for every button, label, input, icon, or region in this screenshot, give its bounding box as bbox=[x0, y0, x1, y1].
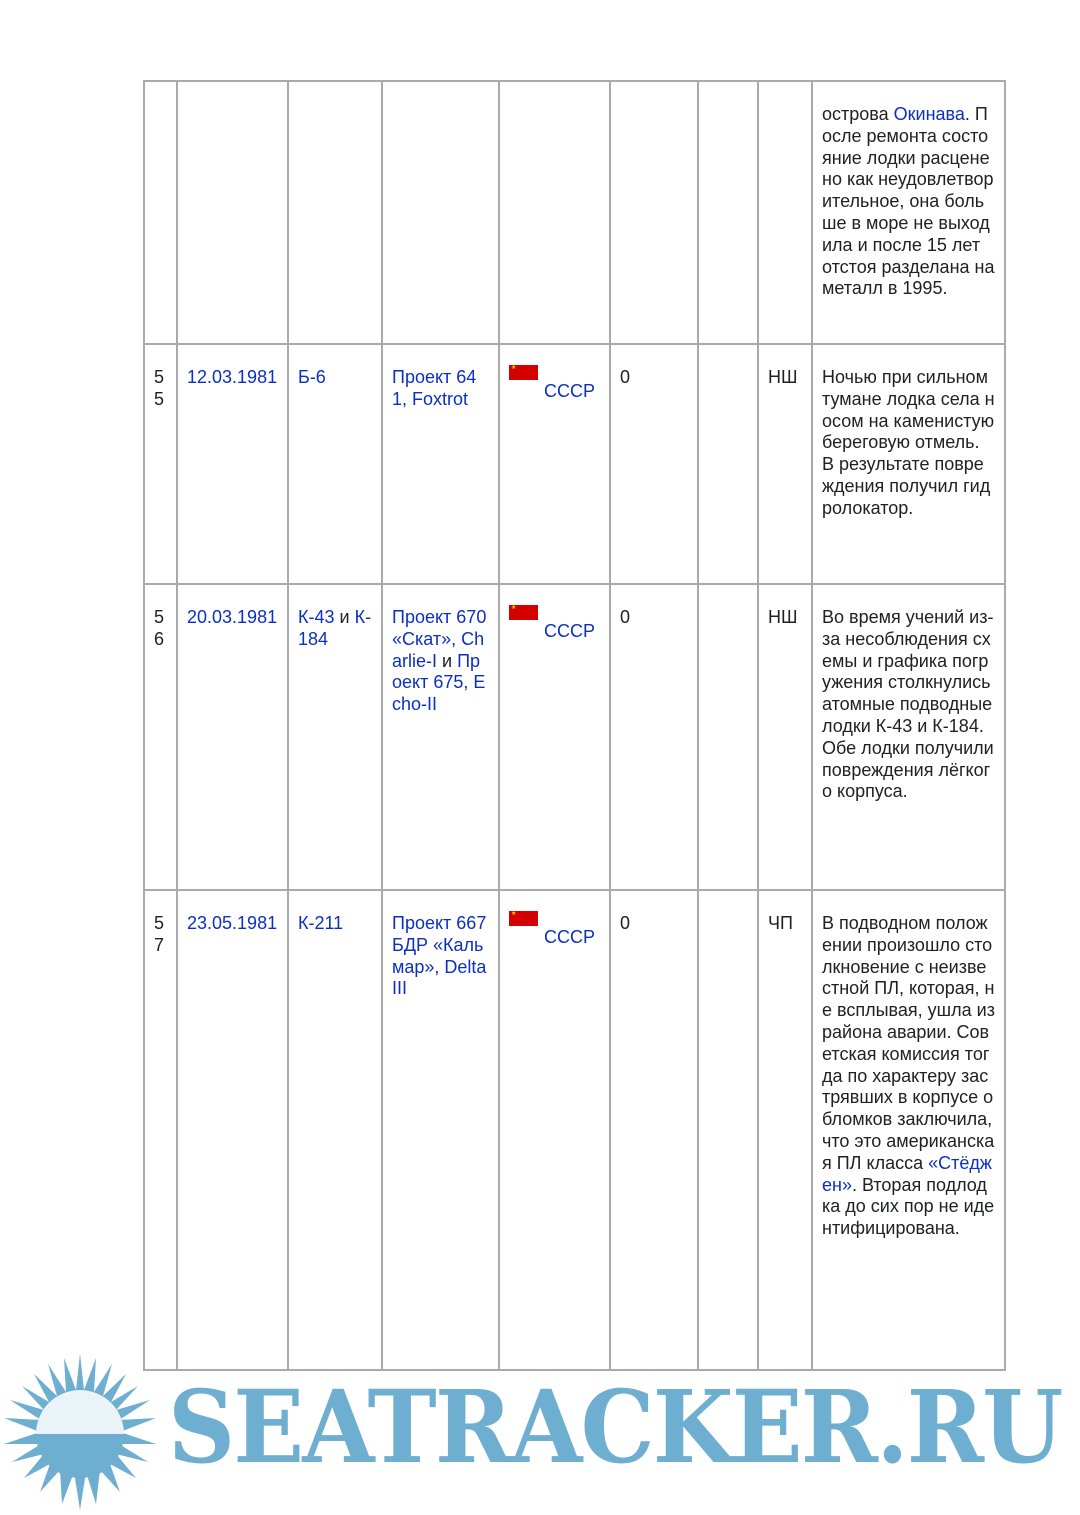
row-number: 55 bbox=[144, 344, 177, 584]
date-link[interactable]: 23.05.1981 bbox=[187, 913, 278, 933]
table-row bbox=[144, 81, 1005, 344]
description-text: . После ремонта состояние лодки расценено как неудовлетворительное, она больше в море не выходила и после 15 лет отстоя разделана на металл в 1995. bbox=[822, 104, 995, 299]
seatracker-watermark bbox=[0, 1352, 1080, 1515]
description-text: Ночью при сильном тумане лодка села носом на каменистую береговую отмель. В результате повреждения получил гидролокатор. bbox=[822, 367, 995, 518]
description-cell bbox=[812, 81, 1005, 344]
project-cell bbox=[382, 344, 499, 584]
description-cell bbox=[812, 890, 1005, 1370]
description-cell bbox=[812, 344, 1005, 584]
boat-link[interactable]: К-211 bbox=[298, 913, 344, 933]
country-cell bbox=[499, 890, 610, 1370]
extra-cell bbox=[698, 890, 758, 1370]
ussr-flag-icon bbox=[509, 365, 538, 380]
incident-type: НШ bbox=[758, 344, 812, 584]
country-link[interactable]: СССР bbox=[544, 621, 596, 641]
boat-cell bbox=[288, 81, 382, 344]
extra-cell bbox=[698, 344, 758, 584]
date-link[interactable]: 20.03.1981 bbox=[187, 607, 278, 627]
row-number: 57 bbox=[144, 890, 177, 1370]
incidents-table bbox=[143, 80, 1006, 1371]
incident-type: НШ bbox=[758, 584, 812, 890]
dead-count: 0 bbox=[610, 584, 698, 890]
incident-type: ЧП bbox=[758, 890, 812, 1370]
dead-count: 0 bbox=[610, 890, 698, 1370]
dead-cell bbox=[610, 81, 698, 344]
type-cell bbox=[758, 81, 812, 344]
boat-cell bbox=[288, 584, 382, 890]
boat-cell bbox=[288, 890, 382, 1370]
dead-count: 0 bbox=[610, 344, 698, 584]
description-text: Во время учений из-за несоблюдения схемы и графика погружения столкнулись атомные подводные лодки К-43 и К-184. Обе лодки получили повреждения лёгкого корпуса. bbox=[822, 607, 994, 802]
boat-link[interactable]: К-184 bbox=[298, 607, 372, 649]
country-link[interactable]: СССР bbox=[544, 381, 596, 401]
project-link[interactable]: Проект 675, Echo-II bbox=[392, 650, 486, 715]
row-number: 56 bbox=[144, 584, 177, 890]
okinawa-link[interactable]: Окинава bbox=[893, 104, 965, 124]
description-cell bbox=[812, 584, 1005, 890]
extra-cell bbox=[698, 584, 758, 890]
boat-link[interactable]: Б-6 bbox=[298, 367, 326, 387]
country-cell bbox=[499, 584, 610, 890]
description-text: В подводном положении произошло столкновение с неизвестной ПЛ, которая, не всплывая, ушла из района аварии. Советская комиссия тогда по характеру застрявших в корпусе обломков заключила, что это американская ПЛ класса bbox=[822, 913, 995, 1173]
date-cell bbox=[177, 584, 288, 890]
date-link[interactable]: 12.03.1981 bbox=[187, 367, 278, 387]
boat-link[interactable]: К-43 bbox=[298, 607, 335, 627]
conjunction-text: и bbox=[334, 607, 355, 627]
sun-logo-icon bbox=[0, 1354, 160, 1514]
extra-cell bbox=[698, 81, 758, 344]
conjunction-text: и bbox=[437, 650, 458, 671]
boat-cell bbox=[288, 344, 382, 584]
project-link[interactable]: Проект 667БДР «Кальмар», Delta III bbox=[392, 913, 487, 999]
description-text: острова bbox=[822, 104, 894, 124]
date-cell bbox=[177, 344, 288, 584]
ussr-flag-icon bbox=[509, 911, 538, 926]
country-link[interactable]: СССР bbox=[544, 927, 596, 947]
project-cell bbox=[382, 890, 499, 1370]
project-cell bbox=[382, 584, 499, 890]
project-link[interactable]: Проект 670 «Скат», Charlie-I bbox=[392, 607, 487, 671]
project-link[interactable]: Проект 641, Foxtrot bbox=[392, 367, 477, 409]
table-row bbox=[144, 344, 1005, 584]
sturgeon-link[interactable]: «Стёджен» bbox=[822, 1152, 992, 1195]
date-cell bbox=[177, 81, 288, 344]
date-cell bbox=[177, 890, 288, 1370]
table-row bbox=[144, 890, 1005, 1370]
project-cell bbox=[382, 81, 499, 344]
country-cell bbox=[499, 344, 610, 584]
watermark-text: SEATRACKER.RU bbox=[168, 1368, 1062, 1486]
country-cell bbox=[499, 81, 610, 344]
table-row bbox=[144, 584, 1005, 890]
description-text: . Вторая подлодка до сих пор не идентифицирована. bbox=[822, 1174, 995, 1239]
num-cell bbox=[144, 81, 177, 344]
ussr-flag-icon bbox=[509, 605, 538, 620]
